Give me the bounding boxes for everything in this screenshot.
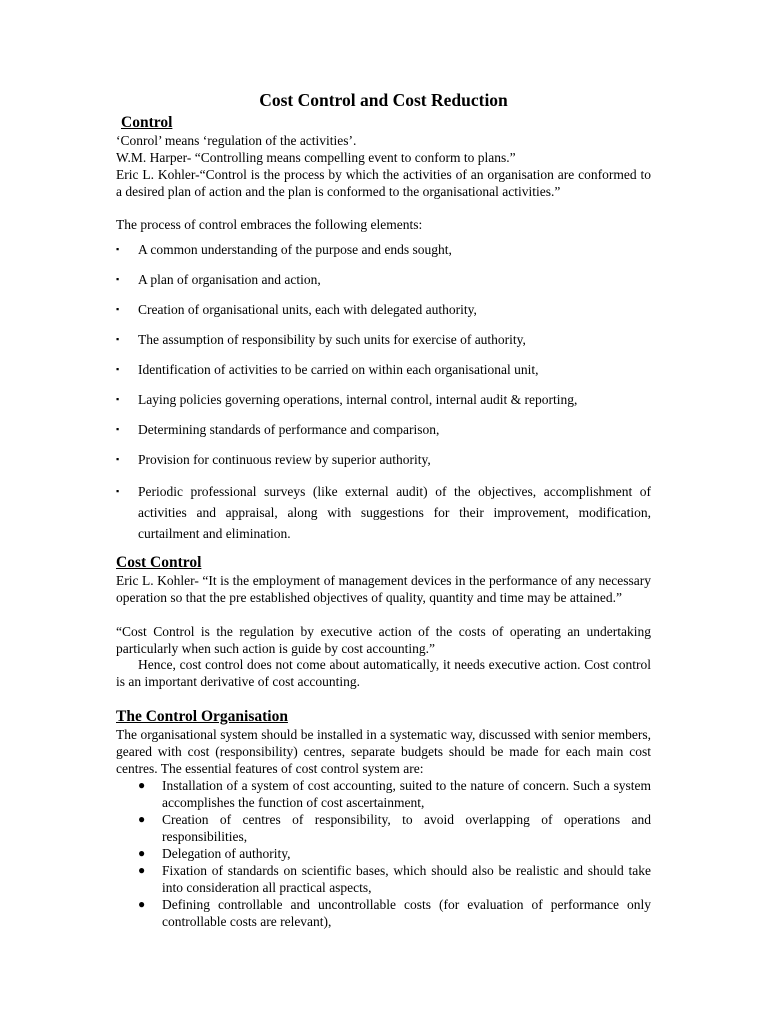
square-bullet-icon: ▪ <box>116 424 120 434</box>
control-elements-intro <box>116 216 651 233</box>
page-title: Cost Control and Cost Reduction <box>259 90 508 110</box>
square-bullet-icon: ▪ <box>116 364 120 374</box>
kohler-control-quote: Eric L. Kohler-“Control is the process by which the activities of an organisation are conformed to a desired plan of action and the plan is conformed to the organisational activities.” <box>116 167 651 199</box>
list-item: ● Creation of centres of responsibility, to avoid overlapping of operations and responsibilities, <box>138 812 651 844</box>
list-item: ▪ Determining standards of performance and comparison, <box>116 422 440 437</box>
square-bullet-icon: ▪ <box>116 334 120 344</box>
cost-control-heading: Cost Control <box>116 554 202 571</box>
cost-control-features-list <box>116 777 651 930</box>
round-bullet-icon: ● <box>138 863 146 877</box>
list-item: ● Delegation of authority, <box>138 846 291 861</box>
list-item: ▪ Identification of activities to be carried on within each organisational unit, <box>116 362 539 377</box>
list-item: ● Defining controllable and uncontrollable costs (for evaluation of performance only controllable costs are relevant), <box>138 897 651 929</box>
round-bullet-icon: ● <box>138 846 146 860</box>
control-organisation-heading: The Control Organisation <box>116 708 288 725</box>
list-item: ● Fixation of standards on scientific bases, which should also be realistic and should take into consideration all practical aspects, <box>138 863 651 895</box>
list-item: ▪ Laying policies governing operations, internal control, internal audit & reporting, <box>116 392 578 407</box>
square-bullet-icon: ▪ <box>116 454 120 464</box>
square-bullet-icon: ▪ <box>116 244 120 254</box>
list-item: ▪ A plan of organisation and action, <box>116 272 321 287</box>
kohler-cost-control-quote: Eric L. Kohler- “It is the employment of management devices in the performance of any necessary operation so that the pre established objectives of quality, quantity and time may be attained.” <box>116 573 651 605</box>
cost-control-conclusion: Hence, cost control does not come about automatically, it needs executive action. Cost control is an important derivative of cost accounting. <box>116 657 651 689</box>
list-item: ▪ Periodic professional surveys (like external audit) of the objectives, accomplishment of activities and appraisal, along with suggestions for their improvement, modification, curtailment and elimination. <box>116 481 651 544</box>
square-bullet-icon: ▪ <box>116 274 120 284</box>
control-elements-list <box>116 241 651 544</box>
control-definition: ‘Conrol’ means ‘regulation of the activities’. <box>116 133 357 148</box>
list-item: ▪ Provision for continuous review by superior authority, <box>116 452 431 467</box>
round-bullet-icon: ● <box>138 897 146 911</box>
list-item: ▪ The assumption of responsibility by such units for exercise of authority, <box>116 332 526 347</box>
control-organisation-paragraph: The organisational system should be installed in a systematic way, discussed with senior members, geared with cost (responsibility) centres, separate budgets should be made for each main cost centres. The essential features of cost control system are: <box>116 727 651 776</box>
round-bullet-icon: ● <box>138 778 146 792</box>
list-item: ▪ A common understanding of the purpose and ends sought, <box>116 242 452 257</box>
control-heading: Control <box>121 114 173 131</box>
square-bullet-icon: ▪ <box>116 486 120 496</box>
control-elements-intro-text: The process of control embraces the following elements: <box>116 217 423 232</box>
square-bullet-icon: ▪ <box>116 394 120 404</box>
list-item: ▪ Creation of organisational units, each with delegated authority, <box>116 302 477 317</box>
harper-quote: W.M. Harper- “Controlling means compelling event to conform to plans.” <box>116 150 516 165</box>
list-item: ● Installation of a system of cost accounting, suited to the nature of concern. Such a system accomplishes the function of cost ascertainment, <box>138 778 651 810</box>
round-bullet-icon: ● <box>138 812 146 826</box>
square-bullet-icon: ▪ <box>116 304 120 314</box>
cost-control-definition: “Cost Control is the regulation by executive action of the costs of operating an undertaking particularly when such action is guide by cost accounting.” <box>116 624 651 656</box>
